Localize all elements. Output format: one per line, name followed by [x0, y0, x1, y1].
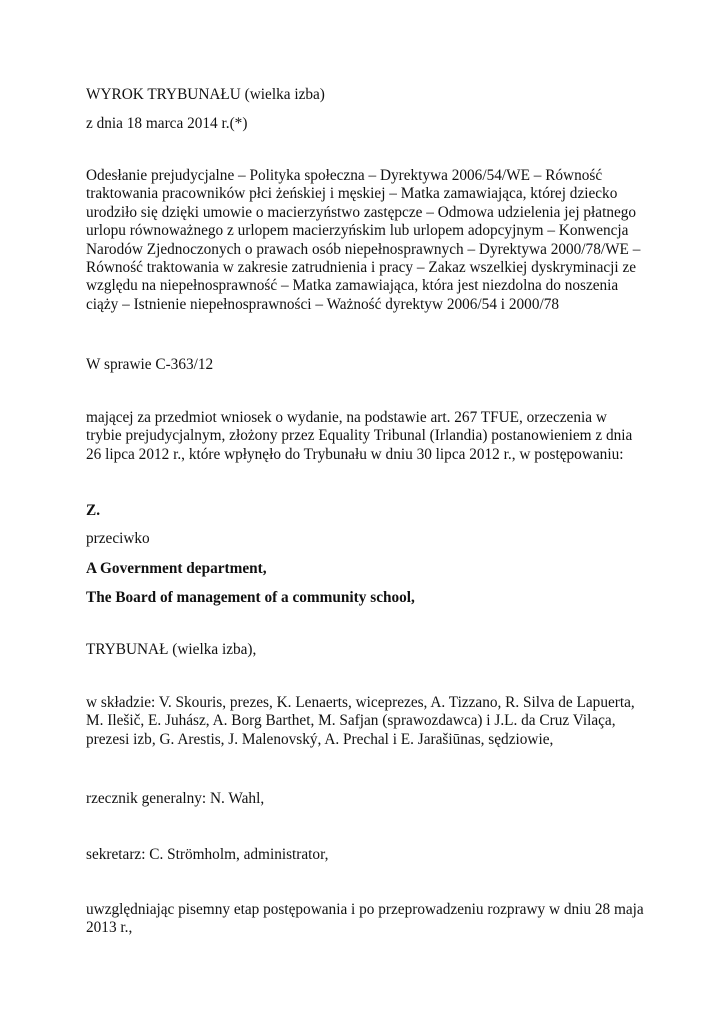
- party-applicant: Z.: [86, 502, 101, 519]
- judgment-date: z dnia 18 marca 2014 r.(*): [86, 115, 248, 132]
- case-number: W sprawie C‑363/12: [86, 356, 214, 373]
- party-defendant-one: A Government department,: [86, 560, 267, 577]
- party-defendant-two: The Board of management of a community school,: [86, 589, 415, 606]
- keywords-paragraph: Odesłanie prejudycjalne – Polityka społeczna – Dyrektywa 2006/54/WE – Równość traktowania pracowników płci żeńskiej i męskiej – Matka zamawiająca, której dziecko urodziło się dzięki umowie o macierzyństwo zastępcze – Odmowa udzielenia jej płatnego urlopu równoważnego z urlopem macierzyńskim lub urlopem adopcyjnym – Konwencja Narodów Zjednoczonych o prawach osób niepełnosprawnych – Dyrektywa 2000/78/WE – Równość traktowania w zakresie zatrudnienia i pracy – Zakaz wszelkiej dyskryminacji ze względu na niepełnosprawność – Matka zamawiająca, która jest niezdolna do noszenia ciąży – Istnienie niepełnosprawności – Ważność dyrektyw 2006/54 i 2000/78: [86, 167, 641, 313]
- subject-paragraph: mającej za przedmiot wniosek o wydanie, na podstawie art. 267 TFUE, orzeczenia w trybie prejudycjalnym, złożony przez Equality Tribunal (Irlandia) postanowieniem z dnia 26 lipca 2012 r., które wpłynęło do Trybunału w dniu 30 lipca 2012 r., w postępowaniu:: [86, 409, 633, 463]
- registrar: sekretarz: C. Strömholm, administrator,: [86, 846, 329, 863]
- advocate-general: rzecznik generalny: N. Wahl,: [86, 790, 265, 807]
- court-composition: w składzie: V. Skouris, prezes, K. Lenaerts, wiceprezes, A. Tizzano, R. Silva de Lapuerta, M. Ilešič, E. Juhász, A. Borg Barthet, M. Safjan (sprawozdawca) i J.L. da Cruz Vilaça, prezesi izb, G. Arestis, J. Malenovský, A. Prechal i E. Jarašiūnas, sędziowie,: [86, 694, 635, 748]
- judgment-title: WYROK TRYBUNAŁU (wielka izba): [86, 86, 325, 103]
- court-name: TRYBUNAŁ (wielka izba),: [86, 641, 257, 658]
- versus-label: przeciwko: [86, 530, 150, 547]
- procedure-paragraph: uwzględniając pisemny etap postępowania i po przeprowadzeniu rozprawy w dniu 28 maja 2013 r.,: [86, 901, 644, 937]
